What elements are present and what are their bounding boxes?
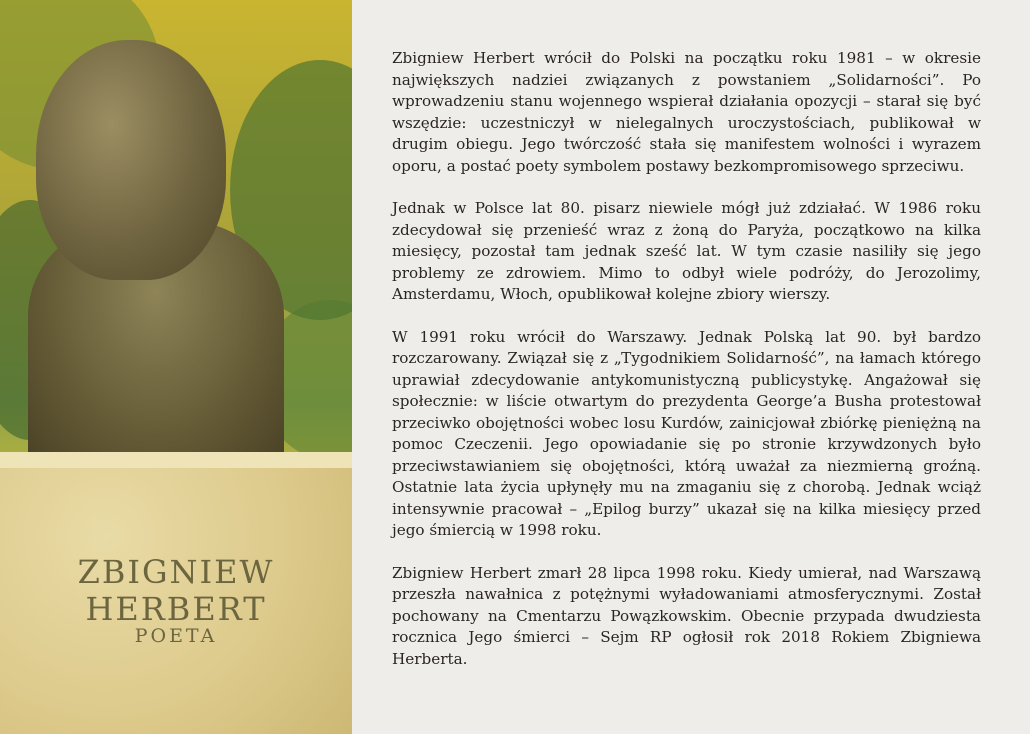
inscription-first-name: ZBIGNIEW bbox=[77, 553, 275, 591]
paragraph-paris: Jednak w Polsce lat 80. pisarz niewiele mógł już zdziałać. W 1986 roku zdecydował się przenieść wraz z żoną do Paryża, początkowo na kilka miesięcy, pozostał tam jednak sześć lat. W tym czasie nasiliły się jego problemy ze zdrowiem. Mimo to odbył wiele podróży, do Jerozolimy, Amsterdamu, Włoch, opublikował kolejne zbiory wierszy. bbox=[392, 199, 981, 303]
inscription-last-name: HERBERT bbox=[85, 590, 267, 628]
paragraph-return-1981: Zbigniew Herbert wrócił do Polski na początku roku 1981 – w okresie największych nadziei związanych z powstaniem „Solidarności”. Po wprowadzeniu stanu wojennego wspierał działania opozycji – starał się być wszędzie: uczestniczył w nielegalnych uroczystościach, publikował w drugim obiegu. Jego twórczość stała się manifestem wolności i wyrazem oporu, a postać poety symbolem postawy bezkompromisowego sprzeciwu. bbox=[392, 49, 981, 175]
plinth-edge bbox=[0, 452, 352, 468]
paragraph-death: Zbigniew Herbert zmarł 28 lipca 1998 roku. Kiedy umierał, nad Warszawą przeszła nawałnica z potężnymi wyładowaniami atmosferycznymi. Został pochowany na Cmentarzu Powązkowskim. Obecnie przypada dwudziesta rocznica Jego śmierci – Sejm RP ogłosił rok 2018 Rokiem Zbigniewa Herberta. bbox=[392, 563, 981, 668]
herbert-bust-photo bbox=[0, 0, 352, 734]
bust-head bbox=[36, 40, 226, 280]
biography-text bbox=[392, 48, 981, 691]
inscription-role: POETA bbox=[134, 625, 218, 647]
paragraph-return-1991: W 1991 roku wrócił do Warszawy. Jednak Polską lat 90. był bardzo rozczarowany. Związał się z „Tygodnikiem Solidarność”, na łamach którego uprawiał zdecydowanie antykomunistyczną publicystykę. Angażował się społecznie: w liście otwartym do prezydenta George’a Busha protestował przeciwko obojętności wobec losu Kurdów, zainicjował zbiórkę pieniężną na pomoc Czeczenii. Jego opowiadanie się po stronie krzywdzonych było przeciwstawianiem się obojętności, którą uważał za niezmierną groźną. Ostatnie lata życia upłynęły mu na zmaganiu się z chorobą. Jednak wciąż intensywnie pracował – „Epilog burzy” ukazał się na kilka miesięcy przed jego śmiercią w 1998 roku. bbox=[392, 327, 981, 539]
